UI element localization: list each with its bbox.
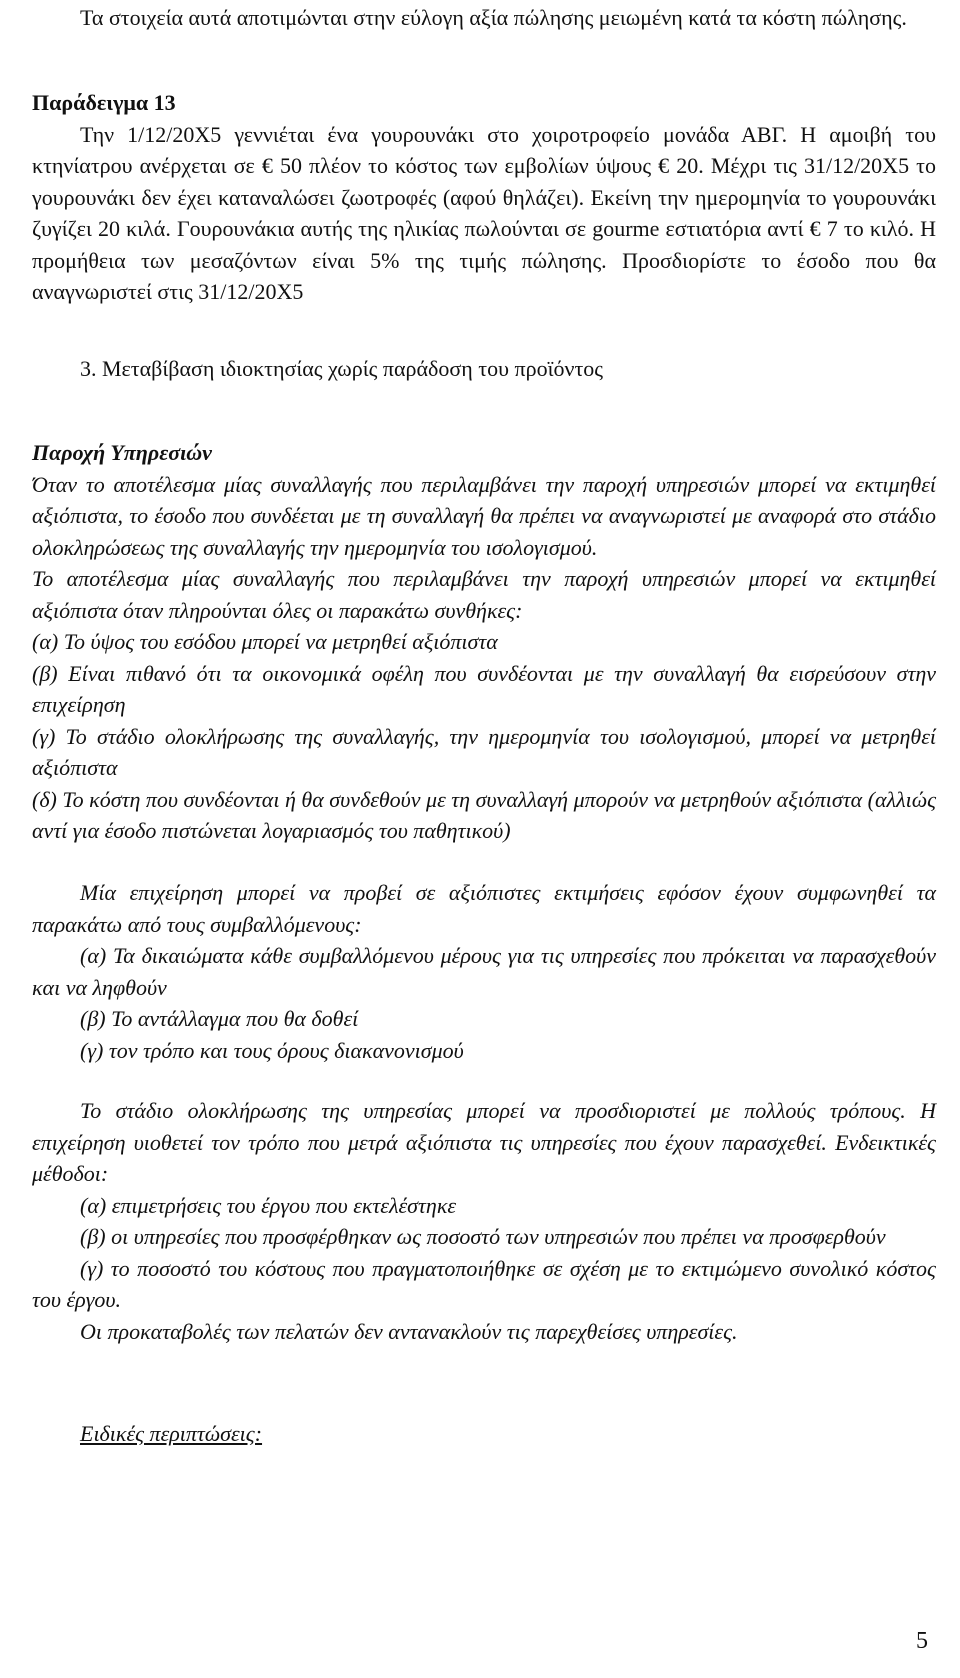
special-cases-heading: Ειδικές περιπτώσεις: <box>80 1421 263 1446</box>
special-cases <box>32 1418 936 1450</box>
services-paragraph-1: Όταν το αποτέλεσμα μίας συναλλαγής που περιλαμβάνει την παροχή υπηρεσιών μπορεί να εκτιμηθεί αξιόπιστα, το έσοδο που συνδέεται με τη συναλλαγή θα πρέπει να αναγνωριστεί με αναφορά στο στάδιο ολοκληρώσεως της συναλλαγής την ημερομηνία του ισολογισμού. <box>32 471 936 560</box>
section-3-title: 3. Μεταβίβαση ιδιοκτησίας χωρίς παράδοση του προϊόντος <box>80 356 603 381</box>
method-item: (γ) το ποσοστό του κόστους που πραγματοποιήθηκε σε σχέση με το εκτιμώμενο συνολικό κόστος του έργου. <box>32 1255 936 1312</box>
example-text: Την 1/12/20Χ5 γεννιέται ένα γουρουνάκι στο χοιροτροφείο μονάδα ΑΒΓ. Η αμοιβή του κτηνίατρου ανέρχεται σε € 50 πλέον το κόστος των εμβολίων ύψους € 20. Μέχρι τις 31/12/20Χ5 το γουρουνάκι δεν έχει καταναλώσει ζωοτροφές (αφού θηλάζει). Εκείνη την ημερομηνία το γουρουνάκι ζυγίζει 20 κιλά. Γουρουνάκια αυτής της ηλικίας πωλούνται σε gourme εστιατόρια αντί € 7 το κιλό. Η προμήθεια των μεσαζόντων είναι 5% της τιμής πώλησης. Προσδιορίστε το έσοδο που θα αναγνωριστεί στις 31/12/20Χ5 <box>32 121 936 304</box>
condition-item: (γ) Το στάδιο ολοκλήρωσης της συναλλαγής, την ημερομηνία του ισολογισμού, μπορεί να μετρηθεί αξιόπιστα <box>32 723 936 780</box>
agreement-item: (β) Το αντάλλαγμα που θα δοθεί <box>80 1006 359 1031</box>
condition-item: (δ) Το κόστη που συνδέονται ή θα συνδεθούν με τη συναλλαγή μπορούν να μετρηθούν αξιόπιστα (αλλιώς αντί για έσοδο πιστώνεται λογαριασμός του παθητικού) <box>32 786 936 843</box>
services-paragraph-2: Το αποτέλεσμα μίας συναλλαγής που περιλαμβάνει την παροχή υπηρεσιών μπορεί να εκτιμηθεί αξιόπιστα όταν πληρούνται όλες οι παρακάτω συνθήκες: <box>32 566 936 623</box>
advances-paragraph: Οι προκαταβολές των πελατών δεν αντανακλούν τις παρεχθείσες υπηρεσίες. <box>80 1318 738 1344</box>
methods-intro: Το στάδιο ολοκλήρωσης της υπηρεσίας μπορεί να προσδιοριστεί με πολλούς τρόπους. Η επιχείρηση υιοθετεί τον τρόπο που μετρά αξιόπιστα τις υπηρεσίες που έχουν παρασχεθεί. Ενδεικτικές μέθοδοι: <box>32 1098 936 1186</box>
methods-section <box>32 1095 936 1347</box>
example-heading: Παράδειγμα 13 <box>32 90 176 115</box>
agreement-item: (α) Τα δικαιώματα κάθε συμβαλλόμενου μέρους για τις υπηρεσίες που πρόκειται να παρασχεθούν και να ληφθούν <box>32 943 936 1000</box>
intro-paragraph: Τα στοιχεία αυτά αποτιμώνται στην εύλογη αξία πώλησης μειωμένη κατά τα κόστη πώλησης. <box>80 5 907 30</box>
agreement-item: (γ) τον τρόπο και τους όρους διακανονισμού <box>80 1037 464 1063</box>
condition-item: (β) Είναι πιθανό ότι τα οικονομικά οφέλη που συνδέονται με την συναλλαγή θα εισρεύσουν στην επιχείρηση <box>32 660 936 717</box>
section-3 <box>32 353 936 385</box>
method-item: (α) επιμετρήσεις του έργου που εκτελέστηκε <box>80 1192 457 1218</box>
intro-paragraph-block <box>32 2 936 34</box>
agreements-section <box>32 877 936 1066</box>
condition-item: (α) Το ύψος του εσόδου μπορεί να μετρηθεί αξιόπιστα <box>32 629 498 654</box>
services-heading: Παροχή Υπηρεσιών <box>32 440 212 465</box>
example-13 <box>32 87 936 308</box>
agreements-intro: Μία επιχείρηση μπορεί να προβεί σε αξιόπιστες εκτιμήσεις εφόσον έχουν συμφωνηθεί τα παρακάτω από τους συμβαλλόμενους: <box>32 880 936 937</box>
method-item: (β) οι υπηρεσίες που προσφέρθηκαν ως ποσοστό των υπηρεσιών που πρέπει να προσφερθούν <box>80 1224 886 1249</box>
page-number: 5 <box>916 1628 928 1654</box>
services-section <box>32 437 936 847</box>
